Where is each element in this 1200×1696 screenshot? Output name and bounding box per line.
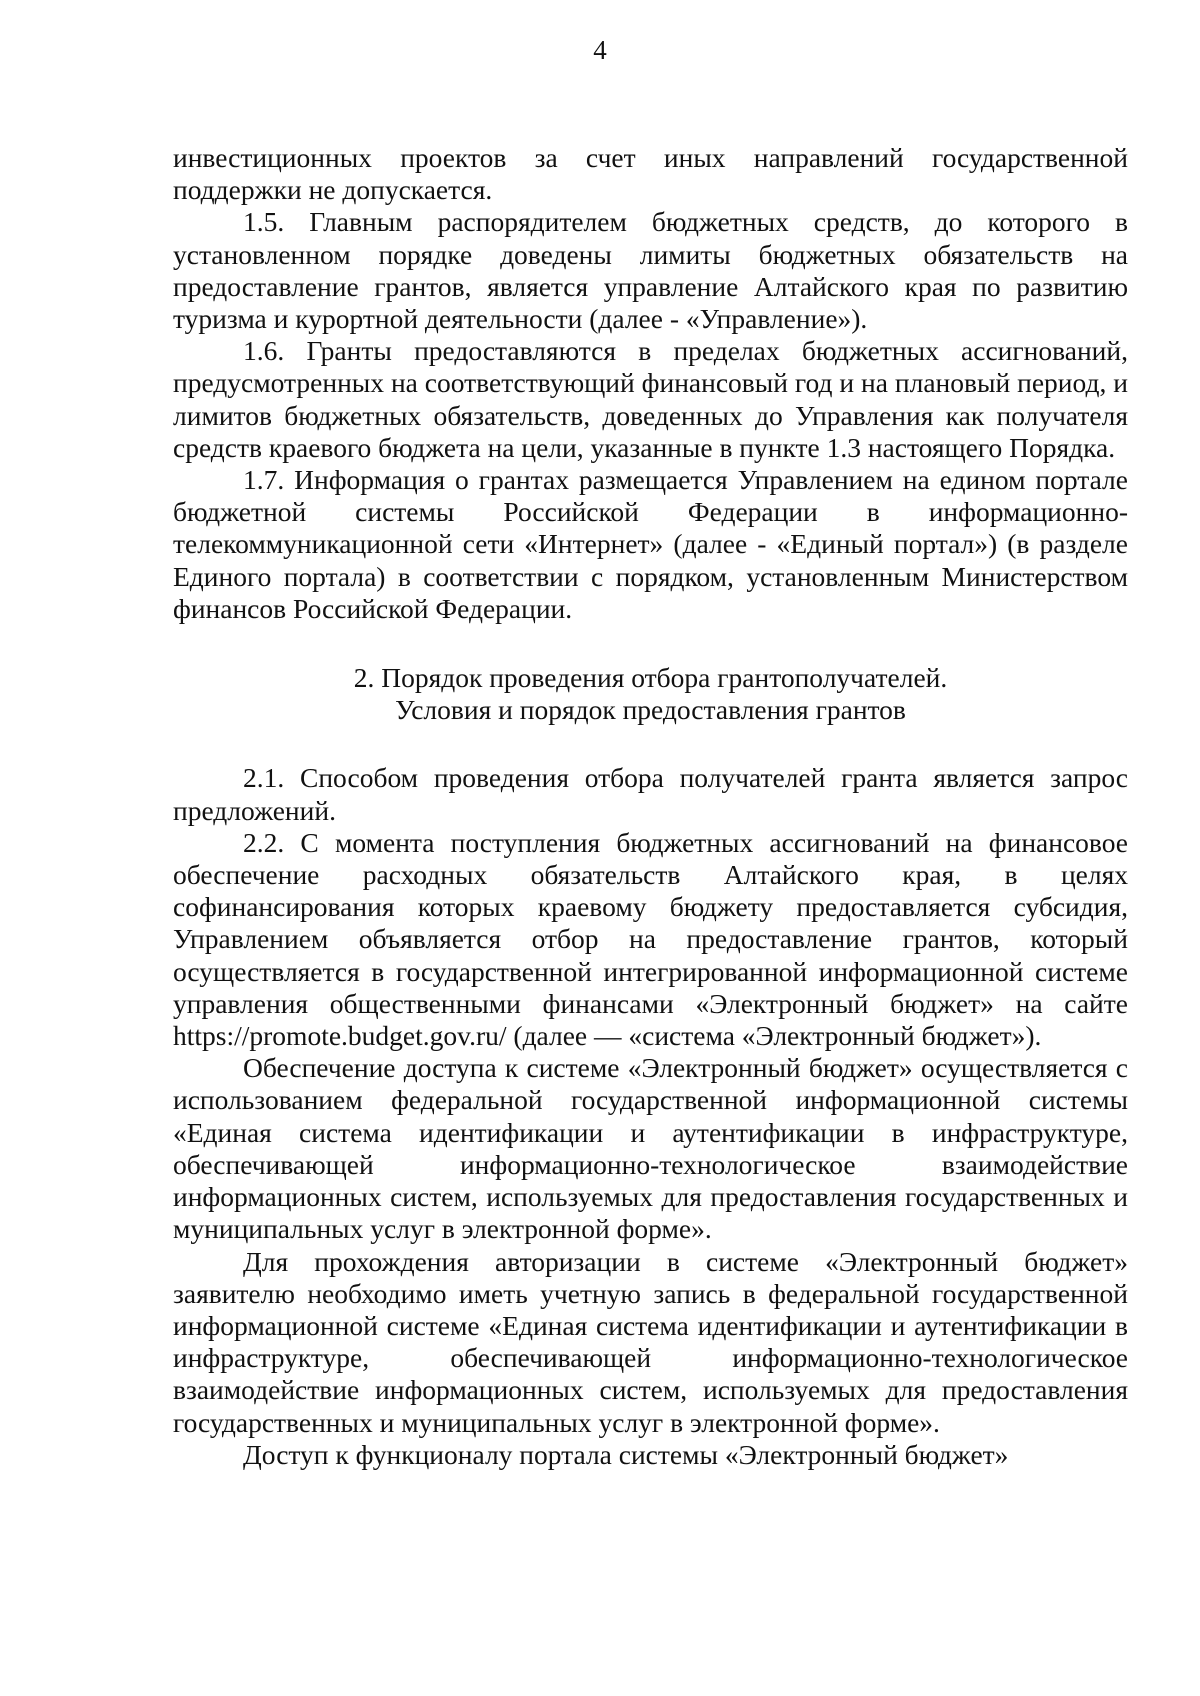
paragraph-1-7: 1.7. Информация о грантах размещается Управлением на едином портале бюджетной системы Российской Федерации в информационно-телекоммуникационной сети «Интернет» (далее - «Единый портал») (в разделе Единого портала) в соответствии с порядком, установленным Министерством финансов Российской Федерации. [173, 464, 1128, 624]
paragraph-access-provision: Обеспечение доступа к системе «Электронный бюджет» осуществляется с использованием федеральной государственной информационной системы «Единая система идентификации и аутентификации в инфраструктуре, обеспечивающей информационно-технологическое взаимодействие информационных систем, используемых для предоставления государственных и муниципальных услуг в электронной форме». [173, 1052, 1128, 1245]
page-number: 4 [593, 35, 607, 65]
section-title-line-1: 2. Порядок проведения отбора грантополучателей. [353, 662, 948, 694]
paragraph-portal-access: Доступ к функционалу портала системы «Электронный бюджет» [243, 1438, 1009, 1470]
paragraph-continuation: инвестиционных проектов за счет иных направлений государственной поддержки не допускается. [173, 142, 1128, 206]
paragraph-1-6: 1.6. Гранты предоставляются в пределах бюджетных ассигнований, предусмотренных на соответствующий финансовый год и на плановый период, и лимитов бюджетных обязательств, доведенных до Управления как получателя средств краевого бюджета на цели, указанные в пункте 1.3 настоящего Порядка. [173, 335, 1128, 463]
section-title-line-2: Условия и порядок предоставления грантов [395, 694, 906, 726]
paragraph-1-5: 1.5. Главным распорядителем бюджетных средств, до которого в установленном порядке доведены лимиты бюджетных обязательств на предоставление грантов, является управление Алтайского края по развитию туризма и курортной деятельности (далее - «Управление»). [173, 206, 1128, 335]
paragraph-2-1: 2.1. Способом проведения отбора получателей гранта является запрос предложений. [173, 762, 1128, 826]
section-heading [173, 662, 1128, 726]
paragraph-2-2: 2.2. С момента поступления бюджетных ассигнований на финансовое обеспечение расходных обязательств Алтайского края, в целях софинансирования которых краевому бюджету предоставляется субсидия, Управлением объявляется отбор на предоставление грантов, который осуществляется в государственной интегрированной информационной системе управления общественными финансами «Электронный бюджет» на сайте https://promote.budget.gov.ru/ (далее — «система «Электронный бюджет»). [173, 826, 1128, 1052]
paragraph-authorization: Для прохождения авторизации в системе «Электронный бюджет» заявителю необходимо иметь учетную запись в федеральной государственной информационной системе «Единая система идентификации и аутентификации в инфраструктуре, обеспечивающей информационно-технологическое взаимодействие информационных систем, используемых для предоставления государственных и муниципальных услуг в электронной форме». [173, 1245, 1128, 1438]
document-body [173, 142, 1128, 1471]
